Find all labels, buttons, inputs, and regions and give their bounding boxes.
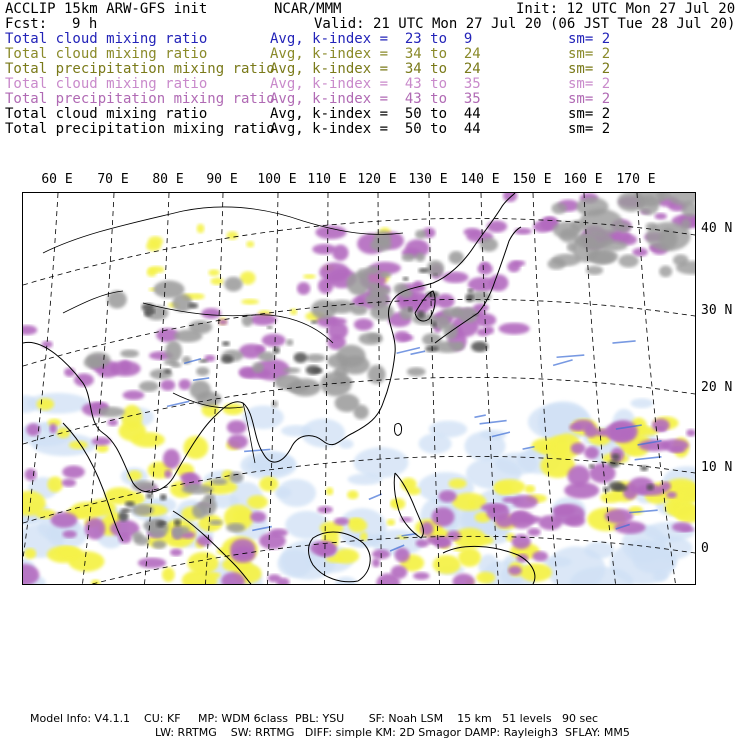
product-title: ACCLIP 15km ARW-GFS init	[5, 1, 208, 17]
gray-cloud-area	[306, 354, 326, 362]
dark-gray-cloud-core	[467, 289, 473, 293]
light-blue-cloud-area	[354, 447, 409, 478]
gray-cloud-area	[619, 254, 639, 267]
purple-cloud-area	[262, 334, 286, 347]
gray-cloud-area	[286, 339, 293, 346]
dark-gray-cloud-core	[465, 293, 474, 302]
gray-cloud-area	[559, 228, 578, 242]
purple-cloud-area	[26, 423, 40, 436]
purple-cloud-area	[672, 522, 692, 532]
purple-cloud-area	[42, 341, 53, 348]
purple-cloud-area	[160, 380, 175, 391]
yellow-cloud-area	[148, 266, 164, 273]
yellow-cloud-area	[303, 274, 316, 279]
purple-cloud-area	[51, 512, 78, 528]
gray-cloud-area	[455, 342, 465, 350]
light-blue-cloud-area	[301, 419, 345, 448]
gray-cloud-area	[120, 349, 139, 357]
dark-gray-cloud-core	[160, 521, 166, 524]
purple-cloud-area	[499, 323, 530, 335]
purple-cloud-area	[250, 511, 266, 522]
blue-streak	[474, 415, 485, 417]
legend-field-label: Total cloud mixing ratio	[5, 106, 208, 122]
gray-cloud-area	[547, 258, 565, 269]
legend-level-range: Avg, k-index = 34 to 24	[270, 46, 481, 62]
blue-streak	[411, 351, 426, 354]
dark-gray-cloud-core	[612, 454, 620, 461]
dark-gray-cloud-core	[267, 326, 273, 329]
dark-gray-cloud-core	[306, 365, 321, 375]
dark-gray-cloud-core	[613, 484, 628, 491]
longitude-label: 150 E	[512, 172, 552, 187]
map-canvas	[23, 193, 695, 584]
gray-cloud-area	[174, 330, 203, 343]
purple-cloud-area	[605, 509, 633, 524]
gray-cloud-area	[165, 340, 182, 361]
legend-field-label: Total cloud mixing ratio	[5, 76, 208, 92]
purple-cloud-area	[268, 574, 281, 582]
longitude-label: 170 E	[616, 172, 656, 187]
gray-cloud-area	[200, 497, 217, 515]
legend-smoothing: sm= 2	[568, 106, 611, 122]
purple-cloud-area	[652, 419, 670, 432]
gray-cloud-area	[370, 239, 391, 252]
purple-cloud-area	[315, 225, 346, 239]
gray-cloud-area	[567, 242, 576, 252]
purple-cloud-area	[164, 470, 172, 478]
dark-gray-cloud-core	[273, 347, 280, 354]
gray-cloud-area	[415, 230, 426, 239]
yellow-cloud-area	[187, 552, 218, 574]
longitude-label: 70 E	[97, 172, 129, 187]
gray-cloud-area	[334, 365, 348, 378]
blue-streak	[193, 378, 209, 380]
yellow-cloud-area	[494, 479, 525, 494]
gray-cloud-area	[368, 365, 386, 384]
longitude-label: 110 E	[307, 172, 347, 187]
yellow-cloud-area	[326, 487, 334, 495]
purple-cloud-area	[507, 261, 520, 272]
purple-cloud-area	[584, 446, 599, 459]
yellow-cloud-area	[259, 477, 278, 492]
purple-cloud-area	[170, 549, 182, 557]
legend-level-range: Avg, k-index = 34 to 24	[270, 61, 481, 77]
yellow-cloud-area	[57, 428, 70, 439]
latitude-label: 0	[701, 541, 709, 556]
purple-cloud-area	[495, 515, 513, 528]
dark-gray-cloud-core	[164, 369, 171, 374]
purple-cloud-area	[436, 294, 454, 309]
dark-gray-cloud-core	[471, 341, 488, 352]
gray-cloud-area	[331, 377, 352, 385]
light-blue-cloud-area	[584, 542, 614, 559]
dark-gray-cloud-core	[646, 484, 653, 491]
purple-cloud-area	[666, 492, 677, 499]
purple-cloud-area	[123, 390, 145, 400]
light-blue-cloud-area	[27, 393, 89, 414]
purple-cloud-area	[508, 566, 522, 575]
purple-cloud-area	[553, 504, 584, 525]
gray-cloud-area	[311, 299, 337, 319]
gray-cloud-area	[172, 294, 192, 312]
dark-gray-cloud-core	[174, 519, 181, 526]
purple-cloud-area	[421, 522, 434, 536]
yellow-cloud-area	[360, 532, 368, 541]
longitude-label: 130 E	[408, 172, 448, 187]
gray-cloud-area	[209, 520, 223, 525]
purple-cloud-area	[25, 468, 37, 480]
yellow-cloud-area	[387, 519, 396, 526]
gray-cloud-area	[229, 472, 243, 483]
legend-field-label: Total cloud mixing ratio	[5, 31, 208, 47]
yellow-cloud-area	[162, 567, 175, 582]
dark-gray-cloud-core	[417, 310, 425, 318]
gray-cloud-area	[152, 540, 166, 549]
purple-cloud-area	[439, 490, 457, 502]
legend-level-range: Avg, k-index = 43 to 35	[270, 76, 481, 92]
purple-cloud-area	[354, 319, 373, 331]
purple-cloud-area	[655, 213, 667, 220]
gray-cloud-area	[211, 479, 227, 486]
legend-smoothing: sm= 2	[568, 61, 611, 77]
latitude-label: 20 N	[701, 380, 733, 395]
purple-cloud-area	[512, 534, 531, 549]
gray-cloud-area	[271, 401, 278, 408]
yellow-cloud-area	[122, 405, 142, 431]
yellow-cloud-area	[524, 485, 535, 493]
light-blue-cloud-area	[419, 433, 452, 453]
valid-time: Valid: 21 UTC Mon 27 Jul 20 (06 JST Tue 28 Jul 20)	[314, 16, 736, 32]
yellow-cloud-area	[55, 546, 82, 559]
legend-field-label: Total cloud mixing ratio	[5, 46, 208, 62]
longitude-label: 100 E	[257, 172, 297, 187]
dark-gray-cloud-core	[294, 352, 308, 363]
yellow-cloud-area	[334, 549, 359, 564]
legend-level-range: Avg, k-index = 50 to 44	[270, 106, 481, 122]
purple-cloud-area	[316, 543, 337, 557]
purple-cloud-area	[452, 574, 474, 584]
purple-cloud-area	[334, 517, 349, 525]
yellow-cloud-area	[211, 277, 224, 285]
meridian-line	[268, 193, 279, 584]
longitude-label: 80 E	[152, 172, 184, 187]
purple-cloud-area	[62, 530, 76, 538]
yellow-cloud-area	[223, 403, 244, 415]
purple-cloud-area	[23, 325, 37, 335]
longitude-label: 90 E	[206, 172, 238, 187]
gray-cloud-area	[681, 219, 691, 231]
gray-cloud-area	[283, 368, 300, 374]
gray-cloud-area	[258, 352, 275, 362]
blue-streak	[369, 494, 382, 499]
gray-cloud-area	[402, 253, 416, 261]
dark-gray-cloud-core	[222, 341, 230, 346]
legend-smoothing: sm= 2	[568, 46, 611, 62]
gray-cloud-area	[673, 254, 689, 266]
purple-cloud-area	[62, 479, 76, 487]
latitude-label: 10 N	[701, 460, 733, 475]
purple-cloud-area	[218, 319, 227, 325]
dark-gray-cloud-core	[144, 310, 153, 317]
dark-gray-cloud-core	[603, 487, 609, 492]
yellow-cloud-area	[247, 495, 268, 509]
yellow-cloud-area	[208, 269, 219, 276]
yellow-cloud-area	[246, 241, 254, 248]
purple-cloud-area	[180, 473, 195, 482]
blue-streak	[635, 457, 662, 460]
gray-cloud-area	[586, 266, 603, 275]
yellow-cloud-area	[476, 572, 495, 584]
legend-smoothing: sm= 2	[568, 91, 611, 107]
dark-gray-cloud-core	[118, 511, 128, 521]
purple-cloud-area	[326, 317, 347, 325]
dark-gray-cloud-core	[418, 268, 429, 273]
purple-cloud-area	[604, 423, 634, 441]
yellow-cloud-area	[227, 231, 238, 240]
dark-gray-cloud-core	[403, 277, 409, 281]
purple-cloud-area	[64, 368, 75, 377]
blue-streak	[557, 355, 585, 357]
purple-cloud-area	[567, 465, 590, 486]
legend-level-range: Avg, k-index = 50 to 44	[270, 121, 481, 137]
gray-cloud-area	[190, 380, 211, 399]
yellow-cloud-area	[47, 477, 63, 493]
purple-cloud-area	[527, 528, 540, 536]
dark-gray-cloud-core	[160, 494, 167, 501]
forecast-label: Fcst:	[5, 16, 48, 32]
legend-smoothing: sm= 2	[568, 76, 611, 92]
gray-cloud-area	[196, 367, 209, 376]
gray-cloud-area	[226, 523, 245, 532]
dark-gray-cloud-core	[120, 508, 131, 512]
purple-cloud-area	[569, 424, 582, 431]
gray-cloud-area	[379, 272, 392, 278]
gray-cloud-area	[188, 484, 199, 489]
purple-cloud-area	[118, 533, 131, 543]
yellow-cloud-area	[347, 490, 358, 499]
purple-cloud-area	[138, 558, 166, 569]
longitude-label: 160 E	[563, 172, 603, 187]
coastline-taiwan	[395, 423, 402, 435]
gray-cloud-area	[335, 394, 360, 412]
blue-streak	[244, 449, 270, 451]
light-blue-cloud-area	[348, 474, 383, 485]
gray-cloud-area	[86, 352, 110, 367]
gray-cloud-area	[415, 253, 425, 262]
yellow-cloud-area	[210, 572, 221, 578]
purple-cloud-area	[416, 539, 429, 547]
yellow-cloud-area	[468, 500, 475, 507]
purple-cloud-area	[514, 228, 532, 235]
purple-cloud-area	[477, 263, 492, 275]
purple-cloud-area	[259, 533, 286, 550]
gray-cloud-area	[98, 407, 125, 418]
purple-cloud-area	[201, 308, 221, 319]
organization-label: NCAR/MMM	[274, 1, 342, 17]
gray-cloud-area	[365, 266, 380, 274]
purple-cloud-area	[372, 558, 380, 567]
legend-smoothing: sm= 2	[568, 31, 611, 47]
purple-cloud-area	[442, 272, 469, 283]
purple-cloud-area	[394, 331, 410, 342]
purple-cloud-area	[92, 437, 111, 446]
yellow-cloud-area	[241, 299, 259, 305]
dark-gray-cloud-core	[434, 273, 438, 275]
gray-cloud-area	[336, 345, 365, 368]
yellow-cloud-area	[433, 555, 461, 574]
blue-streak	[167, 401, 189, 406]
init-time: Init: 12 UTC Mon 27 Jul 20	[516, 1, 736, 17]
latitude-label: 40 N	[701, 221, 733, 236]
gray-cloud-area	[139, 381, 159, 392]
yellow-cloud-area	[197, 224, 205, 233]
gray-cloud-area	[224, 277, 242, 292]
purple-cloud-area	[297, 282, 310, 295]
purple-cloud-area	[332, 245, 348, 261]
gray-cloud-area	[170, 362, 181, 368]
blue-streak	[480, 421, 507, 424]
blue-streak	[612, 341, 635, 343]
purple-cloud-area	[391, 565, 407, 578]
latitude-label: 30 N	[701, 303, 733, 318]
purple-cloud-area	[227, 420, 247, 434]
dark-gray-cloud-core	[608, 460, 619, 467]
purple-cloud-area	[395, 548, 410, 563]
legend-field-label: Total precipitation mixing ratio	[5, 61, 275, 77]
model-info-line2: LW: RRTMG SW: RRTMG DIFF: simple KM: 2D Smagor DAMP: Rayleigh3 SFLAY: MM5	[155, 726, 630, 739]
purple-cloud-area	[49, 423, 56, 433]
purple-cloud-area	[163, 449, 180, 469]
gray-cloud-area	[659, 266, 672, 278]
yellow-cloud-area	[520, 563, 552, 581]
purple-cloud-area	[179, 379, 192, 390]
yellow-cloud-area	[449, 479, 467, 489]
dark-gray-cloud-core	[311, 320, 318, 324]
purple-cloud-area	[413, 572, 430, 580]
model-info-line1: Model Info: V4.1.1 CU: KF MP: WDM 6class PBL: YSU SF: Noah LSM 15 km 51 levels 90 sec	[30, 712, 599, 725]
country-borders	[43, 207, 403, 463]
longitude-label: 140 E	[460, 172, 500, 187]
legend-smoothing: sm= 2	[568, 121, 611, 137]
purple-cloud-area	[62, 466, 85, 479]
forecast-hour: 9 h	[72, 16, 98, 32]
gray-cloud-area	[252, 362, 264, 373]
purple-cloud-area	[487, 221, 508, 233]
cloud-fields	[23, 193, 695, 584]
purple-cloud-area	[432, 507, 455, 526]
longitude-label: 120 E	[357, 172, 397, 187]
gray-cloud-area	[407, 367, 426, 376]
purple-cloud-area	[510, 511, 535, 529]
purple-cloud-area	[595, 429, 608, 437]
legend-level-range: Avg, k-index = 23 to 9	[270, 31, 473, 47]
purple-cloud-area	[571, 443, 586, 455]
gray-cloud-area	[576, 197, 608, 216]
dark-gray-cloud-core	[221, 355, 233, 364]
purple-cloud-area	[228, 434, 248, 449]
yellow-cloud-area	[37, 398, 55, 410]
forecast-map	[22, 192, 696, 585]
longitude-label: 60 E	[41, 172, 73, 187]
light-blue-cloud-area	[630, 398, 653, 408]
legend-field-label: Total precipitation mixing ratio	[5, 91, 275, 107]
purple-cloud-area	[502, 497, 519, 503]
gray-cloud-area	[132, 531, 143, 541]
legend-field-label: Total precipitation mixing ratio	[5, 121, 275, 137]
purple-cloud-area	[660, 481, 671, 491]
dark-gray-cloud-core	[408, 307, 412, 312]
dark-gray-cloud-core	[188, 303, 198, 309]
light-blue-cloud-area	[633, 547, 678, 573]
dark-gray-cloud-core	[589, 464, 595, 468]
yellow-cloud-area	[24, 548, 36, 559]
yellow-cloud-area	[146, 241, 161, 251]
blue-streak	[553, 360, 572, 365]
gray-cloud-area	[589, 251, 615, 265]
light-blue-cloud-area	[275, 487, 292, 498]
gray-cloud-area	[172, 526, 190, 535]
legend-level-range: Avg, k-index = 43 to 35	[270, 91, 481, 107]
yellow-cloud-area	[348, 518, 363, 526]
dark-gray-cloud-core	[431, 321, 437, 328]
purple-cloud-area	[686, 429, 695, 437]
dark-gray-cloud-core	[125, 501, 135, 507]
yellow-cloud-area	[458, 548, 481, 567]
gray-cloud-area	[551, 203, 566, 215]
purple-cloud-area	[230, 539, 255, 559]
light-blue-cloud-area	[243, 405, 284, 429]
purple-cloud-area	[532, 551, 548, 561]
